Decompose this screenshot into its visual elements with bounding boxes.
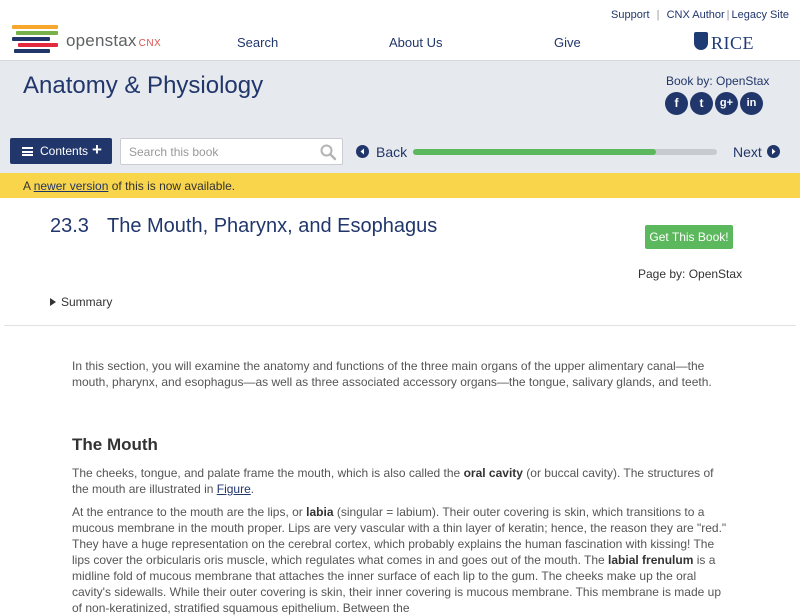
nav-about-us[interactable]: About Us xyxy=(389,35,443,50)
section-number: 23.3 xyxy=(50,215,89,237)
paragraph: The cheeks, tongue, and palate frame the mouth, which is also called the oral cavity (or buccal cavity). The structures of the mouth are illustrated in Figure. xyxy=(72,466,714,496)
rice-shield-icon xyxy=(694,32,708,50)
plus-icon: + xyxy=(92,140,102,159)
contents-button[interactable]: Contents + xyxy=(10,138,112,164)
nav-search[interactable]: Search xyxy=(237,35,279,50)
summary-toggle[interactable]: Summary xyxy=(50,295,112,309)
search-icon[interactable] xyxy=(320,144,336,160)
book-progress-bar xyxy=(413,149,717,155)
section-heading: The Mouth xyxy=(72,435,158,454)
paragraph: At the entrance to the mouth are the lips, or labia (singular = labium). Their outer covering is skin, which transitions to a mucous membrane in the mouth proper. Lips are very vascular with a thin layer of keratin; hence, the reason they are "red." They have a huge representation on the cerebral cortex, which probably explains the human fascination with kissing! The lips cover the orbicularis oris muscle, which regulates what comes in and goes out of the mouth. The labial frenulum is a midline fold of mucous membrane that attaches the inner surface of each lip to the gum. The cheeks make up the oral cavity's sidewalls. While their outer covering is skin, their inner covering is mucous membrane. This membrane is made up of non-keratinized, stratified squamous epithelium. Between the xyxy=(72,505,727,615)
site-header: openstax CNX Support | CNX Author | Legacy Site Search About Us Give RICE xyxy=(0,0,800,60)
caret-right-icon xyxy=(50,298,56,306)
twitter-icon[interactable]: t xyxy=(690,92,713,115)
newer-version-notice: A newer version of this is now available. xyxy=(0,173,800,198)
nav-give[interactable]: Give xyxy=(554,35,581,50)
figure-link[interactable]: Figure xyxy=(216,482,251,496)
openstax-logo-icon xyxy=(12,25,58,53)
book-header: Anatomy & Physiology Book by: OpenStax f t g+ in Contents + Search this book Back Next xyxy=(0,60,800,173)
list-icon xyxy=(22,147,33,156)
separator: | xyxy=(656,9,660,21)
utility-links: Support | CNX Author | Legacy Site xyxy=(611,9,789,21)
facebook-icon[interactable]: f xyxy=(665,92,688,115)
legacy-site-link[interactable]: Legacy Site xyxy=(731,9,789,21)
linkedin-icon[interactable]: in xyxy=(740,92,763,115)
newer-version-link[interactable]: newer version xyxy=(33,179,109,193)
book-by: Book by: OpenStax xyxy=(666,74,770,88)
page-title: The Mouth, Pharynx, and Esophagus xyxy=(107,215,438,237)
intro-paragraph: In this section, you will examine the anatomy and functions of the three main organs of the upper alimentary canal—the mouth, pharynx, and esophagus—as well as three associated accessory organs—the tongue, salivary glands, and teeth. xyxy=(72,359,712,389)
divider xyxy=(4,325,796,326)
openstax-cnx-logo[interactable] xyxy=(12,25,182,53)
support-link[interactable]: Support xyxy=(611,9,650,21)
book-title[interactable]: Anatomy & Physiology xyxy=(23,72,264,99)
google-plus-icon[interactable]: g+ xyxy=(715,92,738,115)
page-by: Page by: OpenStax xyxy=(638,267,743,281)
back-arrow-icon xyxy=(356,145,369,158)
page-content xyxy=(0,198,800,615)
book-search[interactable] xyxy=(120,138,343,165)
progress-fill xyxy=(413,149,656,155)
logo-wordmark: openstax CNX xyxy=(66,31,162,50)
search-input[interactable] xyxy=(129,143,314,160)
get-this-book-button[interactable]: Get This Book! xyxy=(645,225,733,249)
next-arrow-icon xyxy=(767,145,780,158)
cnx-author-link[interactable]: CNX Author xyxy=(666,9,725,21)
